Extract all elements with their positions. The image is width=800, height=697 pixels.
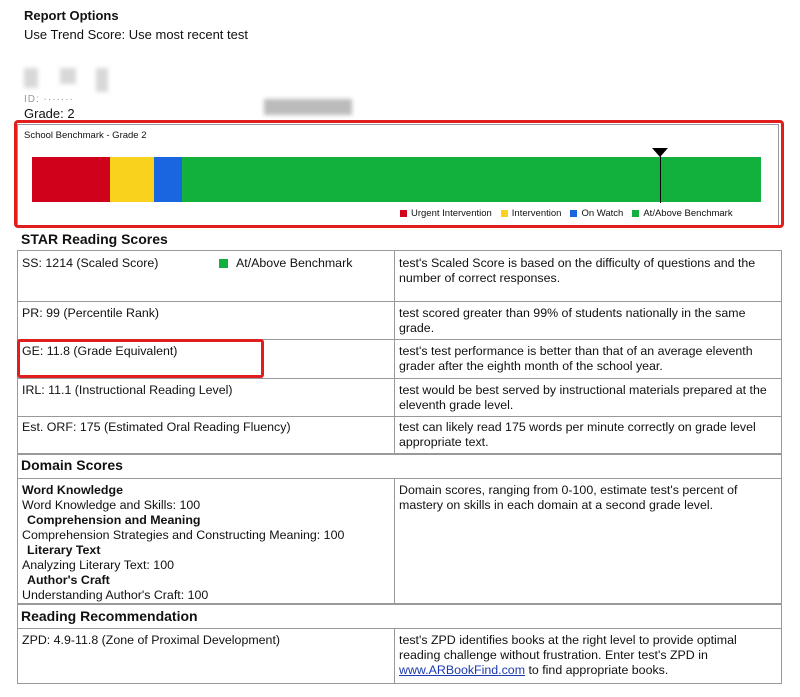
legend-label: At/Above Benchmark [643, 208, 733, 219]
column-divider [394, 628, 395, 684]
star-reading-scores-title: STAR Reading Scores [21, 231, 168, 247]
ss-description: test's Scaled Score is based on the difficulty of questions and the number of correct responses. [399, 256, 756, 285]
row-divider [17, 478, 782, 479]
row-divider [17, 301, 782, 302]
column-divider [394, 250, 395, 454]
report-options-title: Report Options [24, 8, 119, 23]
benchmark-title: School Benchmark - Grade 2 [24, 130, 147, 141]
trend-score-setting: Use Trend Score: Use most recent test [24, 27, 248, 42]
legend-label: On Watch [581, 208, 624, 219]
irl-label: IRL: 11.1 (Instructional Reading Level) [22, 383, 233, 397]
redacted-block [264, 99, 352, 115]
pr-label: PR: 99 (Percentile Rank) [22, 306, 160, 320]
literary-text-score: Analyzing Literary Text: 100 [22, 558, 174, 572]
student-id-partial: ID: ······· [24, 94, 74, 105]
orf-label: Est. ORF: 175 (Estimated Oral Reading Fluency) [22, 420, 291, 434]
redacted-block [24, 68, 38, 88]
row-divider [17, 416, 782, 417]
ss-label: SS: 1214 (Scaled Score) [22, 256, 159, 270]
literary-text-title: Literary Text [27, 543, 101, 557]
authors-craft-score: Understanding Author's Craft: 100 [22, 588, 209, 602]
zpd-description [399, 633, 774, 678]
row-divider [17, 628, 782, 629]
redacted-block [60, 68, 76, 84]
comprehension-score: Comprehension Strategies and Constructing Meaning: 100 [22, 528, 345, 542]
pr-description: test scored greater than 99% of students nationally in the same grade. [399, 306, 746, 335]
redacted-block [96, 68, 108, 92]
legend-label: Intervention [511, 208, 562, 219]
ge-highlight-annotation [17, 339, 264, 378]
ss-benchmark-status [219, 256, 352, 270]
word-knowledge-title: Word Knowledge [22, 483, 123, 497]
zpd-label: ZPD: 4.9-11.8 (Zone of Proximal Development) [22, 633, 281, 647]
grade-label: Grade: 2 [24, 106, 75, 121]
word-knowledge-score: Word Knowledge and Skills: 100 [22, 498, 201, 512]
row-divider [17, 378, 782, 379]
reading-recommendation-title: Reading Recommendation [21, 608, 198, 624]
benchmark-status-icon [219, 259, 228, 268]
column-divider [394, 478, 395, 604]
ge-description: test's test performance is better than that of an average eleventh grader after the eighth month of the school year. [399, 344, 753, 373]
domain-description: Domain scores, ranging from 0-100, estimate test's percent of mastery on skills in each domain at a second grade level. [399, 483, 738, 512]
authors-craft-title: Author's Craft [27, 573, 110, 587]
comprehension-title: Comprehension and Meaning [27, 513, 201, 527]
arbookfind-link[interactable]: www.ARBookFind.com [399, 663, 526, 677]
ge-label: GE: 11.8 (Grade Equivalent) [22, 344, 178, 358]
legend-label: Urgent Intervention [411, 208, 492, 219]
ss-benchmark-label: At/Above Benchmark [236, 256, 353, 270]
zpd-description-text: test's ZPD identifies books at the right level to provide optimal reading challenge without frustration. Enter test's ZPD in [399, 633, 737, 662]
irl-description: test would be best served by instructional materials prepared at the eleventh grade level. [399, 383, 767, 412]
domain-scores-title: Domain Scores [21, 457, 123, 473]
benchmark-highlight-annotation [14, 120, 784, 228]
orf-description: test can likely read 175 words per minute correctly on grade level appropriate text. [399, 420, 756, 449]
zpd-description-end: to find appropriate books. [525, 663, 669, 677]
